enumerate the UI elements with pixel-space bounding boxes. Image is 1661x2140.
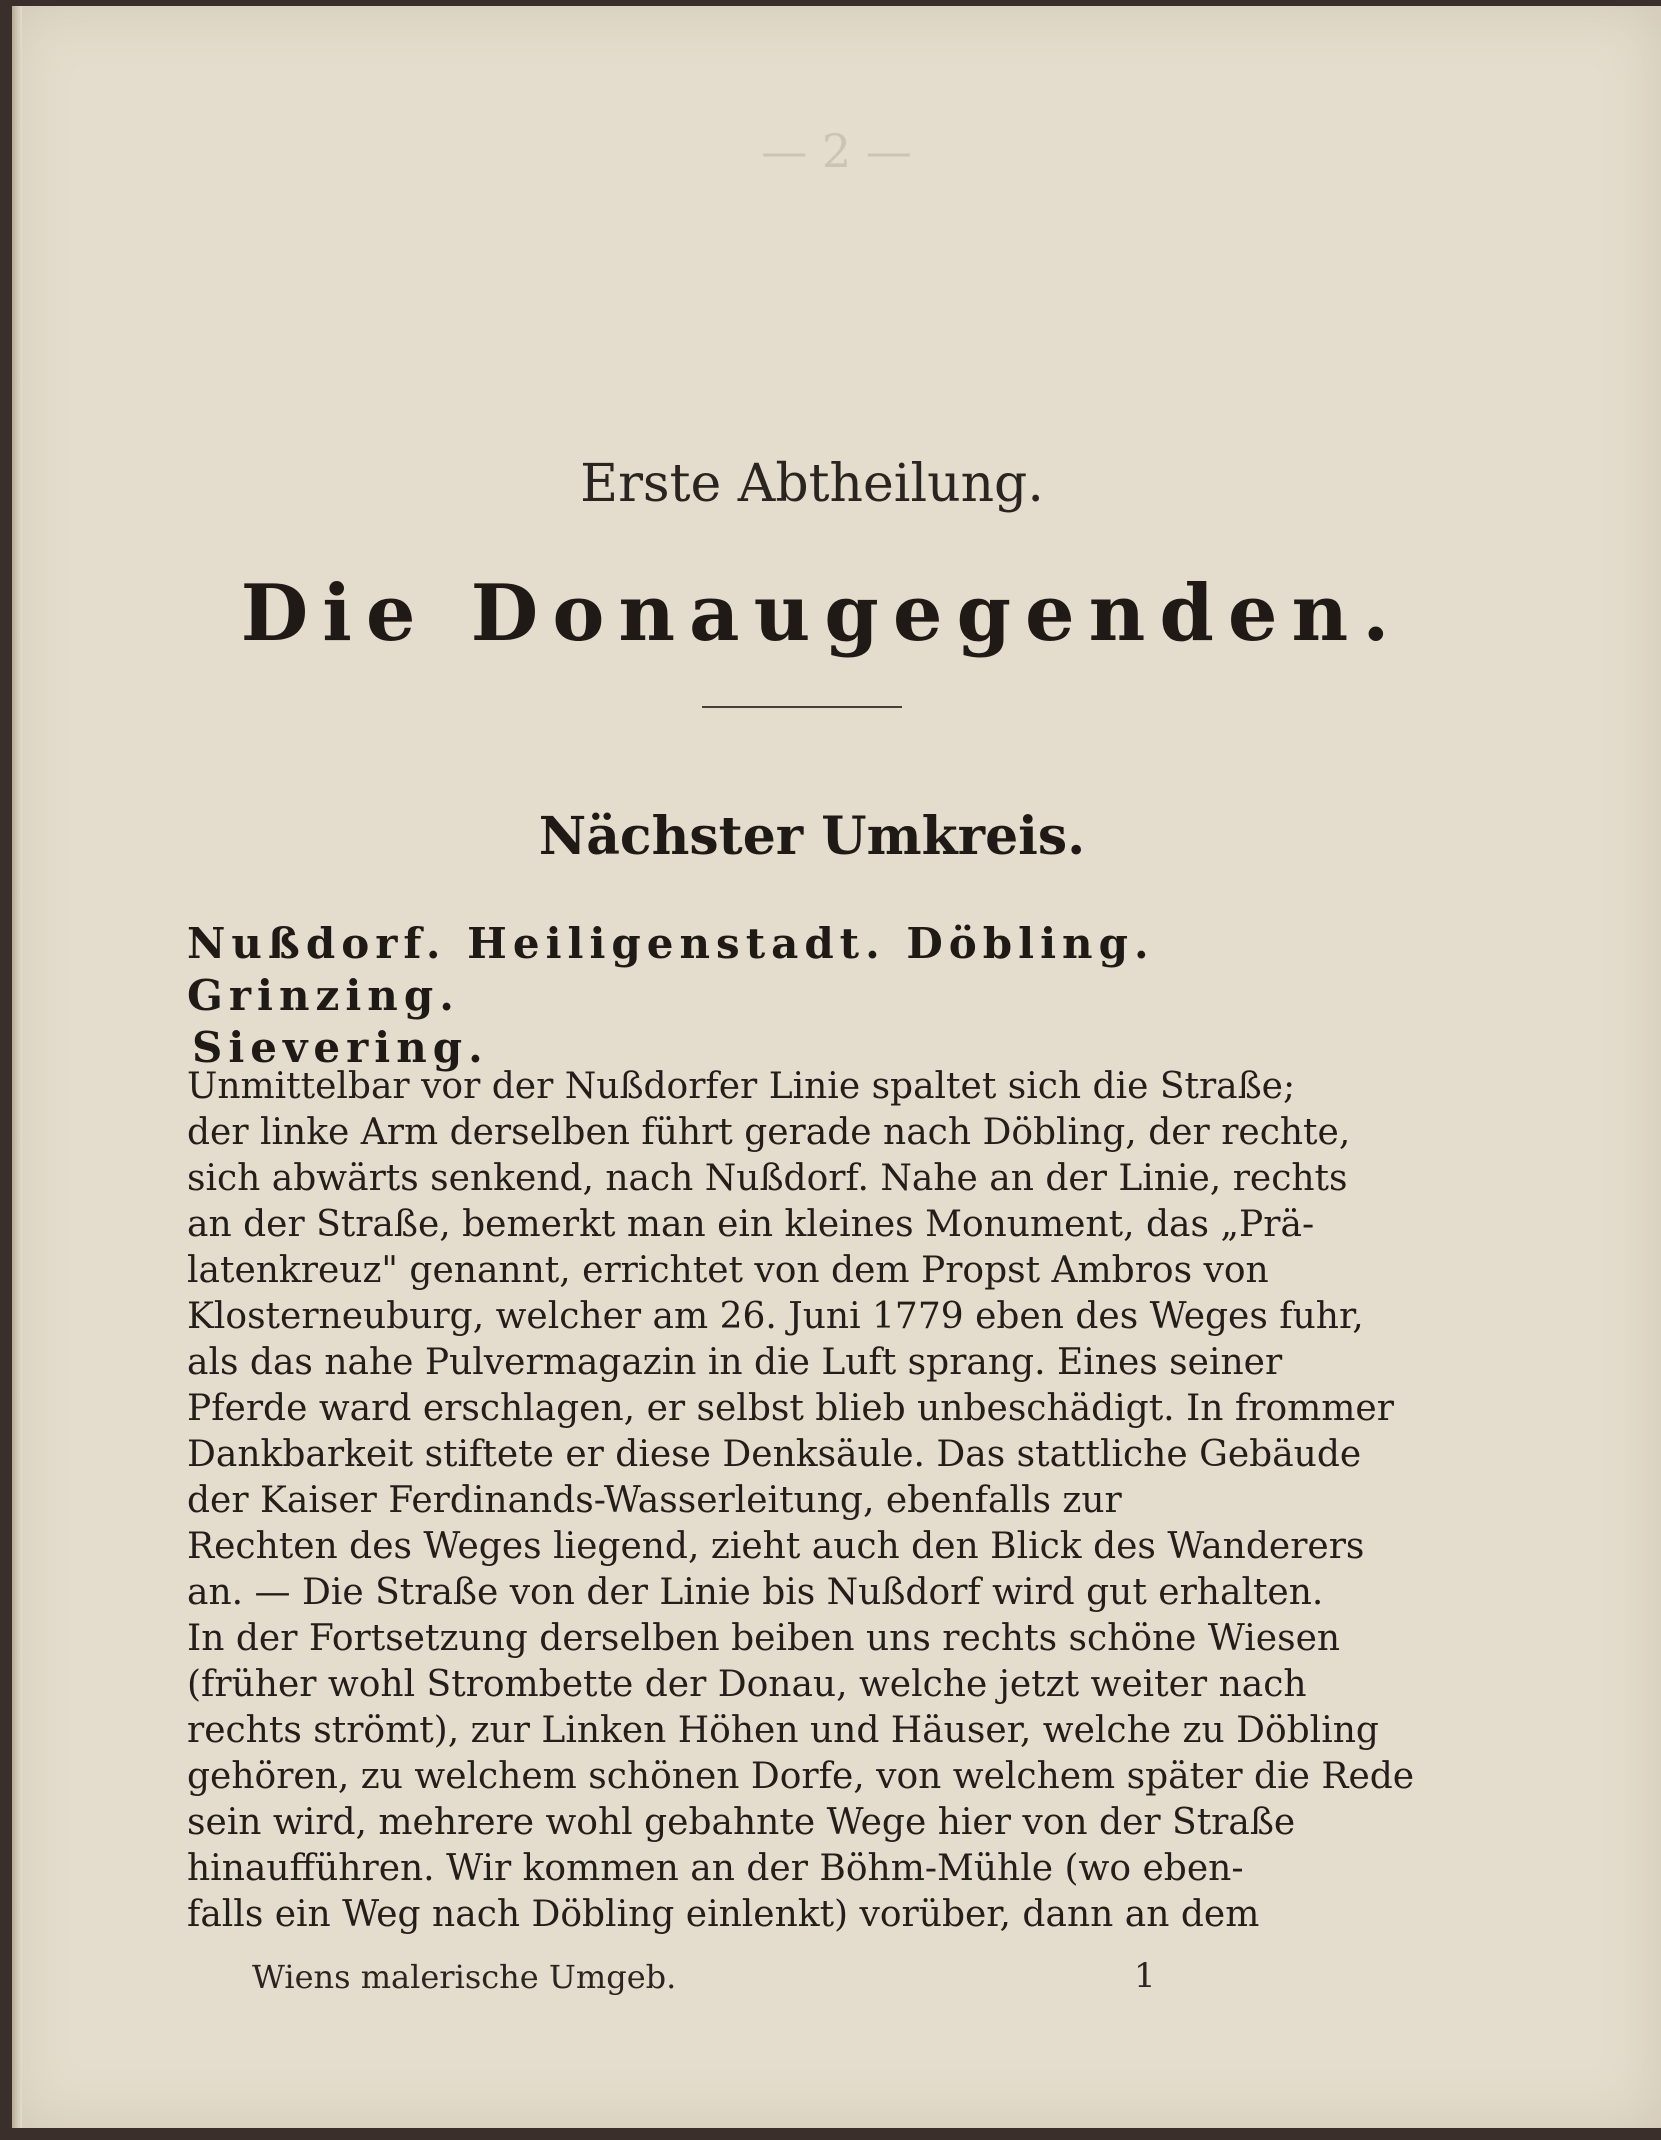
- page-number: — 2 —: [761, 124, 912, 178]
- body-line: der Kaiser Ferdinands-Wasserleitung, ebenfalls zur: [187, 1480, 1122, 1521]
- body-line: In der Fortsetzung derselben beiben uns rechts schöne Wiesen: [187, 1618, 1341, 1659]
- body-line: als das nahe Pulvermagazin in die Luft sprang. Eines seiner: [187, 1342, 1283, 1383]
- page-edge: [12, 6, 22, 2128]
- body-line: an. — Die Straße von der Linie bis Nußdorf wird gut erhalten.: [187, 1572, 1324, 1613]
- footer-sheet-number: 1: [1134, 1956, 1156, 1996]
- body-text: [187, 1064, 1442, 1938]
- body-line: gehören, zu welchem schönen Dorfe, von welchem später die Rede: [187, 1756, 1415, 1797]
- body-line: Dankbarkeit stiftete er diese Denksäule. Das stattliche Gebäude: [187, 1434, 1362, 1475]
- body-line: rechts strömt), zur Linken Höhen und Häuser, welche zu Döbling: [187, 1710, 1379, 1751]
- place-names-line-2: Sievering.: [192, 1023, 489, 1072]
- sub-title: Nächster Umkreis.: [538, 806, 1086, 867]
- body-line: latenkreuz" genannt, errichtet von dem Propst Ambros von: [187, 1250, 1269, 1291]
- section-heading: Erste Abtheilung.: [580, 454, 1044, 514]
- body-line: sein wird, mehrere wohl gebahnte Wege hier von der Straße: [187, 1802, 1296, 1843]
- body-line: Unmittelbar vor der Nußdorfer Linie spaltet sich die Straße;: [187, 1066, 1296, 1107]
- footer-signature: Wiens malerische Umgeb.: [252, 1958, 677, 1996]
- body-line: hinaufführen. Wir kommen an der Böhm-Mühle (wo eben-: [187, 1848, 1244, 1889]
- body-line: der linke Arm derselben führt gerade nach Döbling, der rechte,: [187, 1112, 1351, 1153]
- place-names-heading: [187, 918, 1447, 1074]
- body-line: an der Straße, bemerkt man ein kleines Monument, das „Prä-: [187, 1204, 1315, 1245]
- body-line: sich abwärts senkend, nach Nußdorf. Nahe an der Linie, rechts: [187, 1158, 1348, 1199]
- book-page: [12, 6, 1661, 2128]
- body-line: Pferde ward erschlagen, er selbst blieb unbeschädigt. In frommer: [187, 1388, 1394, 1429]
- body-line: Rechten des Weges liegend, zieht auch den Blick des Wanderers: [187, 1526, 1365, 1567]
- body-line: (früher wohl Strombette der Donau, welche jetzt weiter nach: [187, 1664, 1307, 1705]
- title-divider: [702, 706, 902, 708]
- main-title: Die Donaugegenden.: [240, 568, 1404, 659]
- place-names-line-1: Nußdorf. Heiligenstadt. Döbling. Grinzing.: [187, 919, 1155, 1020]
- body-line: falls ein Weg nach Döbling einlenkt) vorüber, dann an dem: [187, 1894, 1260, 1935]
- body-line: Klosterneuburg, welcher am 26. Juni 1779 eben des Weges fuhr,: [187, 1296, 1364, 1337]
